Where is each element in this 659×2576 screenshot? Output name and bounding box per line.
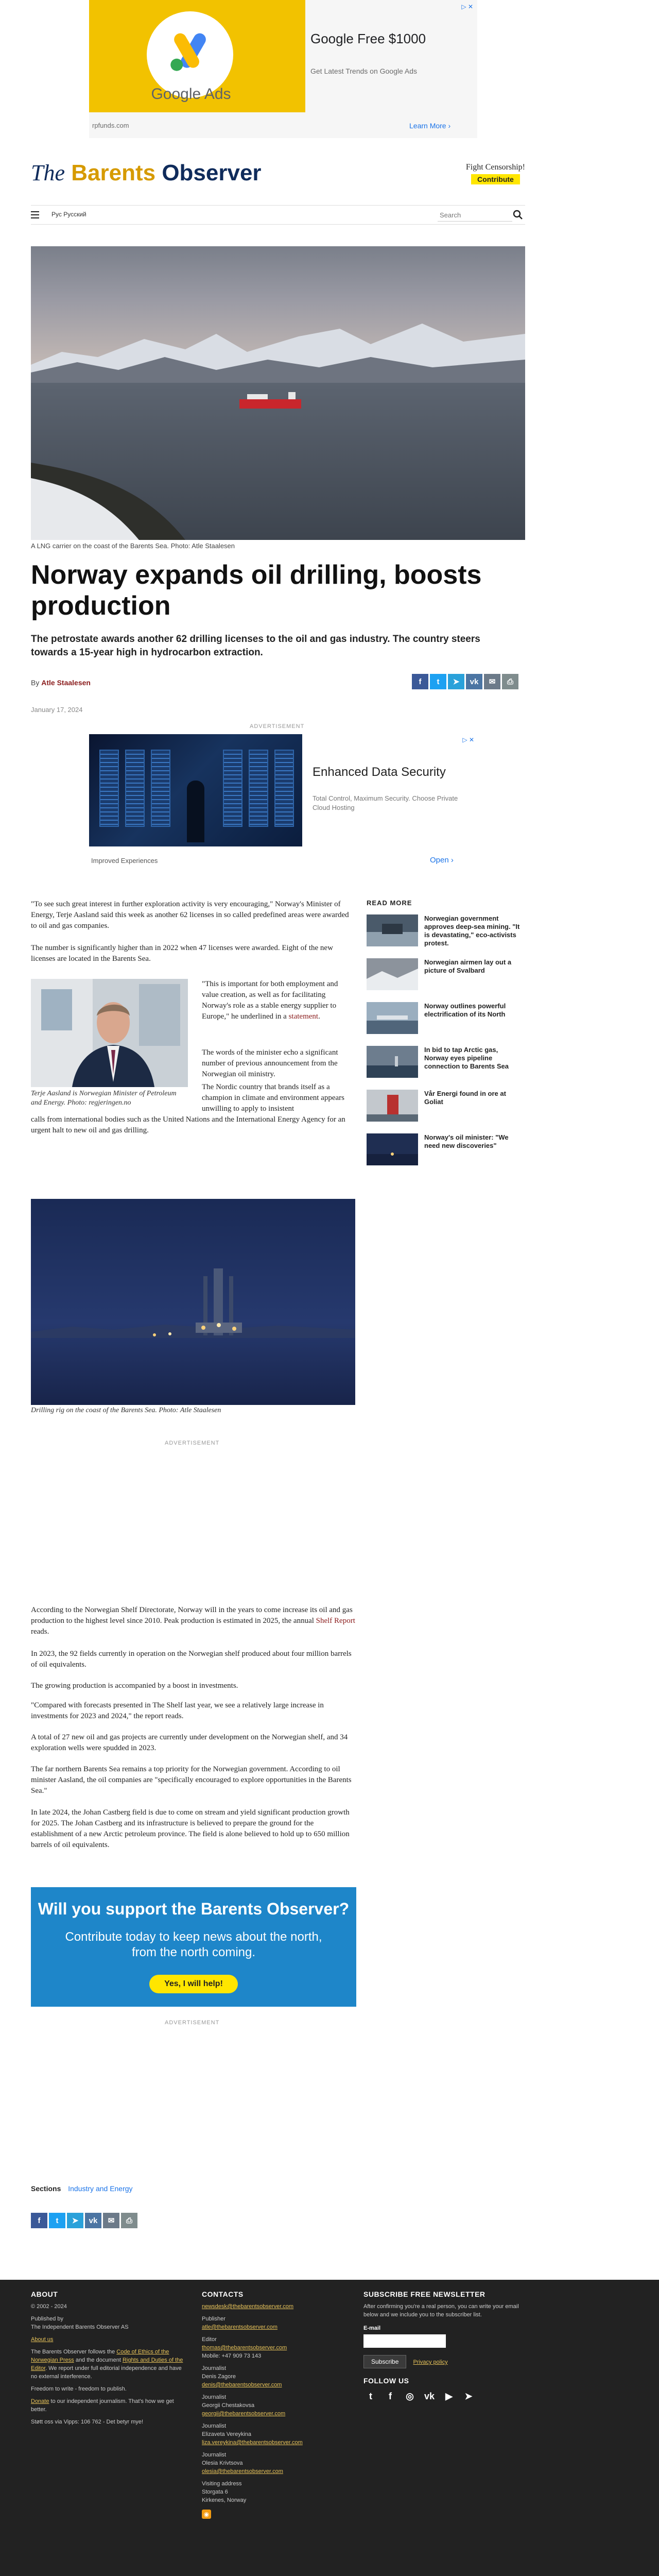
ad-learn-more-link[interactable]: Learn More › [409, 122, 451, 130]
read-more-item[interactable] [367, 1046, 521, 1082]
support-box [31, 1887, 356, 2007]
paragraph: In 2023, the 92 fields currently in operation on the Norwegian shelf produced about four million barrels of oil equivalents. [31, 1650, 352, 1669]
email-label: E-mail [363, 2325, 381, 2331]
paragraph-text: "This is important for both employment and value creation, as well as for facilitating Norway's role as a stable energy supplier to Europe," he underlined in a [202, 980, 338, 1021]
footer-text: . We report under full editorial independence and have no external interference. [31, 2365, 182, 2380]
contribute-button[interactable]: Contribute [471, 174, 520, 184]
footer-about-title: ABOUT [31, 2290, 58, 2298]
read-more-title: READ MORE [367, 899, 412, 907]
footer-contacts [202, 2290, 356, 2519]
contact-label: Journalist [202, 2394, 227, 2400]
read-more-item[interactable] [367, 958, 521, 994]
read-more-item-title[interactable]: Norwegian airmen lay out a picture of Svalbard [424, 958, 512, 974]
ad-title[interactable]: Enhanced Data Security [313, 765, 446, 779]
read-more-thumbnail [367, 1133, 418, 1165]
vk-share-icon[interactable]: vk [466, 674, 482, 689]
privacy-policy-link[interactable]: Privacy policy [413, 2359, 448, 2365]
read-more-thumbnail [367, 1090, 418, 1122]
read-more-item-title[interactable]: In bid to tap Arctic gas, Norway eyes pipeline connection to Barents Sea [424, 1046, 509, 1070]
logo-barents: Barents [71, 160, 156, 185]
publish-date: January 17, 2024 [31, 706, 83, 714]
censorship-label: Fight Censorship! [465, 163, 525, 172]
article-headline: Norway expands oil drilling, boosts production [31, 560, 482, 621]
instagram-icon[interactable]: ◎ [406, 2391, 414, 2401]
ad-label: ADVERTISEMENT [250, 723, 305, 730]
ad-close-icon[interactable]: ▷ ✕ [461, 3, 473, 10]
publisher-email-link[interactable]: atle@thebarentsobserver.com [202, 2324, 278, 2330]
read-more-item-title[interactable]: Vår Energi found in ore at Goliat [424, 1090, 506, 1106]
social-links [363, 2389, 528, 2403]
ad-subtitle: Get Latest Trends on Google Ads [310, 67, 418, 75]
contact-label: Journalist [202, 2423, 227, 2429]
share-bar-top [412, 674, 518, 689]
ad-label: ADVERTISEMENT [165, 2020, 220, 2026]
paragraph: A total of 27 new oil and gas projects are currently under development on the Norwegian shelf, and 34 exploration wells were spudded in 2023. [31, 1733, 348, 1752]
journalist-email-link[interactable]: georgii@thebarentsobserver.com [202, 2411, 286, 2417]
footer-text: to our independent journalism. That's how we get better. [31, 2398, 174, 2413]
ad-brand-text: Google Ads [151, 86, 231, 103]
rss-icon[interactable]: ◉ [202, 2510, 211, 2519]
read-more-item[interactable] [367, 914, 521, 951]
logo-the: The [31, 160, 65, 185]
byline-by: By [31, 679, 40, 687]
address-line: Kirkenes, Norway [202, 2497, 247, 2503]
newsletter-email-input[interactable] [363, 2334, 446, 2348]
facebook-share-icon[interactable]: f [31, 2213, 47, 2228]
contact-label: Journalist [202, 2452, 227, 2458]
journalist-email-link[interactable]: denis@thebarentsobserver.com [202, 2382, 282, 2388]
telegram-share-icon[interactable]: ➤ [67, 2213, 83, 2228]
read-more-thumbnail [367, 958, 418, 990]
journalist-email-link[interactable]: liza.vereykina@thebarentsobserver.com [202, 2439, 303, 2446]
byline [31, 679, 91, 687]
twitter-share-icon[interactable]: t [49, 2213, 65, 2228]
follow-us-title: FOLLOW US [363, 2377, 409, 2385]
support-button[interactable]: Yes, I will help! [149, 1975, 238, 1993]
paragraph-text: reads. [31, 1628, 49, 1636]
footer-years: © 2002 - 2024 [31, 2303, 67, 2310]
paragraph: The far northern Barents Sea remains a top priority for the Norwegian government. According to oil minister Aasland, the oil companies are "specifically encouraged to explore opportunities in the Barents Sea." [31, 1765, 352, 1795]
vk-icon[interactable]: vk [424, 2391, 435, 2401]
read-more-item[interactable] [367, 1002, 521, 1038]
editor-mobile: Mobile: +47 909 73 143 [202, 2353, 262, 2359]
read-more-thumbnail [367, 1002, 418, 1034]
editor-email-link[interactable]: thomas@thebarentsobserver.com [202, 2345, 287, 2351]
ad-subtitle: Total Control, Maximum Security. Choose Private Cloud Hosting [313, 794, 458, 811]
about-us-link[interactable]: About us [31, 2336, 54, 2343]
telegram-icon[interactable]: ➤ [464, 2391, 473, 2401]
journalist-email-link[interactable]: olesia@thebarentsobserver.com [202, 2468, 283, 2475]
read-more-item[interactable] [367, 1133, 521, 1170]
share-bar-bottom [31, 2213, 137, 2228]
contact-name: Olesia Krivtsova [202, 2460, 243, 2466]
contact-label: Editor [202, 2336, 217, 2343]
twitter-icon[interactable]: t [369, 2391, 372, 2401]
paragraph: "Compared with forecasts presented in The Shelf last year, we see a relatively large increase in investments for 2023 and 2024," the report reads. [31, 1701, 324, 1720]
read-more-item[interactable] [367, 1090, 521, 1126]
facebook-share-icon[interactable]: f [412, 674, 428, 689]
footer-donate [31, 2397, 185, 2414]
contact-name: Georgii Chestakovsa [202, 2402, 255, 2409]
read-more-item-title[interactable]: Norway outlines powerful electrification of its North [424, 1002, 506, 1018]
footer-contacts-title: CONTACTS [202, 2290, 244, 2298]
statement-link[interactable]: statement [288, 1012, 319, 1021]
ad-advertiser: Improved Experiences [91, 857, 158, 865]
address-line: Storgata 6 [202, 2489, 228, 2495]
contact-label: Journalist [202, 2365, 227, 2371]
portrait-caption: Terje Aasland is Norwegian Minister of Petroleum and Energy. Photo: regjeringen.no [31, 1090, 177, 1107]
paragraph: The growing production is accompanied by a boost in investments. [31, 1682, 238, 1690]
section-link[interactable]: Industry and Energy [68, 2184, 133, 2193]
drilling-rig-image [31, 1199, 355, 1405]
email-share-icon[interactable]: ✉ [103, 2213, 119, 2228]
email-share-icon[interactable]: ✉ [484, 674, 500, 689]
author-link[interactable]: Atle Staalesen [41, 679, 91, 687]
footer-freedom: Freedom to write - freedom to publish. [31, 2386, 127, 2392]
twitter-share-icon[interactable]: t [430, 674, 446, 689]
minister-portrait-image [31, 979, 188, 1087]
read-more-thumbnail [367, 1046, 418, 1078]
paragraph-text: . [318, 1012, 320, 1021]
paragraph: In late 2024, the Johan Castberg field is due to come on stream and yield significant production growth for 2025. The Johan Castberg and its infrastructure is believed to prepare the ground for the establishment of a new Arctic petroleum province. The field is alone believed to hold up to 650 million barrels of oil equivalents. [31, 1808, 350, 1849]
footer-vipps: Støtt oss via Vipps: 106 762 - Det betyr mye! [31, 2419, 144, 2425]
paragraph: calls from international bodies such as the United Nations and the International Energy Agency for an urgent halt to new oil and gas drilling. [31, 1115, 345, 1134]
rig-caption: Drilling rig on the coast of the Barents Sea. Photo: Atle Staalesen [31, 1406, 221, 1414]
ad-datacenter-image [89, 734, 302, 846]
code-of-ethics-link[interactable]: Code of Ethics of the Norwegian Press [31, 2349, 169, 2363]
read-more-item-title[interactable]: Norway's oil minister: "We need new discoveries" [424, 1133, 509, 1149]
telegram-share-icon[interactable]: ➤ [448, 674, 464, 689]
paragraph: The number is significantly higher than in 2022 when 47 licenses were awarded. Eight of the new licenses are located in the Barents Sea. [31, 944, 333, 963]
footer-ethics [31, 2348, 185, 2381]
footer-text: The Barents Observer follows the [31, 2349, 117, 2355]
contact-label: Publisher [202, 2316, 226, 2322]
ad-domain[interactable]: rpfunds.com [92, 122, 129, 129]
footer-published-by: Published by [31, 2316, 63, 2322]
support-title: Will you support the Barents Observer? [38, 1900, 350, 1918]
rights-and-duties-link[interactable]: Rights and Duties of the Editor [31, 2357, 183, 2371]
newsdesk-email-link[interactable]: newsdesk@thebarentsobserver.com [202, 2303, 294, 2310]
google-ads-logo-icon [166, 28, 214, 75]
footer-text: and the document [74, 2357, 123, 2363]
youtube-icon[interactable]: ▶ [445, 2391, 453, 2401]
ad-title[interactable]: Google Free $1000 [310, 31, 426, 46]
print-icon[interactable]: ⎙ [502, 674, 518, 689]
print-icon[interactable]: ⎙ [121, 2213, 137, 2228]
censorship-promo [466, 163, 525, 184]
hero-caption: A LNG carrier on the coast of the Barents Sea. Photo: Atle Staalesen [31, 542, 235, 550]
footer-about [31, 2290, 185, 2426]
vk-share-icon[interactable]: vk [85, 2213, 101, 2228]
read-more-thumbnail [367, 914, 418, 946]
contact-name: Denis Zagore [202, 2374, 236, 2380]
masthead [31, 155, 525, 191]
ad-visual [89, 0, 305, 112]
shelf-report-link[interactable]: Shelf Report [316, 1617, 355, 1625]
footer-newsletter [363, 2290, 528, 2403]
paragraph [202, 979, 356, 1022]
ad-close-icon[interactable]: ▷ ✕ [462, 736, 474, 743]
support-text: Contribute today to keep news about the north, from the north coming. [65, 1930, 322, 1959]
paragraph: "To see such great interest in further exploration activity is very encouraging," Norway's Minister of Energy, Terje Aasland said this week as another 62 licenses in so called predefined areas were awarded to oil and gas companies. [31, 900, 349, 930]
search-input[interactable] [438, 209, 512, 222]
ad-slot [31, 1443, 355, 1597]
paragraph-text: According to the Norwegian Shelf Directorate, Norway will in the years to come increase its oil and gas production to the highest level since 2010. Peak production is estimated in 2025, the annual [31, 1606, 353, 1625]
ad-label: ADVERTISEMENT [165, 1440, 220, 1446]
donate-link[interactable]: Donate [31, 2398, 49, 2404]
paragraph [31, 1605, 355, 1637]
contact-name: Elizaveta Vereykina [202, 2431, 251, 2437]
hero-image [31, 246, 525, 540]
article-standfirst: The petrostate awards another 62 drilling licenses to the oil and gas industry. The country steers towards a 15-year high in hydrocarbon extraction. [31, 634, 480, 658]
newsletter-title: SUBSCRIBE FREE NEWSLETTER [363, 2290, 485, 2298]
mid-advertisement[interactable] [89, 734, 477, 873]
paragraph: The words of the minister echo a significant number of previous announcement from the Norwegian oil ministry. [202, 1048, 338, 1078]
read-more-item-title[interactable]: Norwegian government approves deep-sea mining. "It is devastating," eco-activists protest. [424, 914, 520, 947]
footer-publisher: The Independent Barents Observer AS [31, 2324, 129, 2330]
top-advertisement[interactable] [89, 0, 477, 138]
logo-observer: Observer [162, 160, 262, 185]
contact-label: Visiting address [202, 2481, 242, 2487]
ad-open-button[interactable]: Open › [430, 856, 454, 865]
newsletter-text: After confirming you're a real person, you can write your email below and we include you to the subscriber list. [363, 2303, 519, 2318]
navigation-bar [31, 205, 525, 225]
language-switch[interactable]: Рус Русский [51, 211, 86, 218]
facebook-icon[interactable]: f [389, 2391, 392, 2401]
site-logo[interactable] [31, 160, 262, 186]
paragraph: The Nordic country that brands itself as a champion in climate and environment appears unwilling to apply to insistent [202, 1083, 344, 1113]
subscribe-button[interactable]: Subscribe [363, 2355, 406, 2368]
menu-icon[interactable] [31, 211, 39, 218]
footer [0, 2280, 659, 2576]
search-icon[interactable] [513, 210, 523, 220]
sections-label: Sections [31, 2184, 61, 2193]
sections-line [31, 2184, 133, 2193]
